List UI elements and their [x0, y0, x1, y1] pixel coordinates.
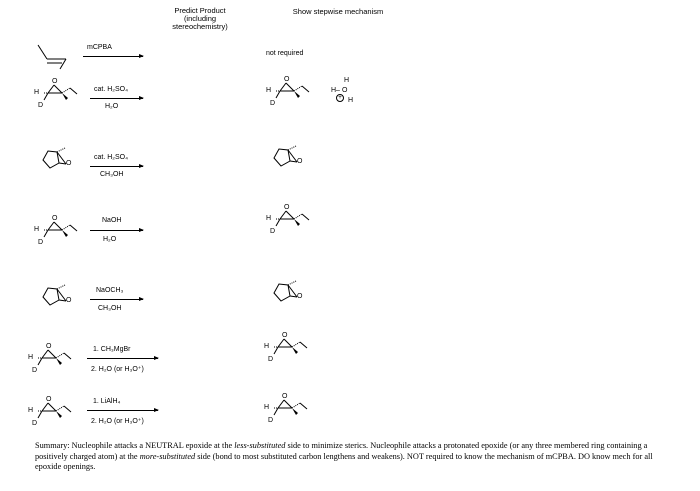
reagent-line2: H₂O [103, 236, 117, 243]
reaction-arrow [90, 299, 143, 300]
reagent-line2: H₂O [105, 103, 119, 110]
reagent-line1: cat. H₂SO₄ [94, 154, 128, 161]
alkene-structure [38, 45, 68, 73]
summary-paragraph: Summary: Nucleophile attacks a NEUTRAL epoxide at the less-substituted side to minimize sterics. Nucleophile attacks a protonated epoxide (or any three membered ring containing a positively charged atom) at the more-substituted side (bond to most substituted carbon lengthens and weakens). NOT required to know the mechanism of mCPBA. DO know mech for all epoxide openings. [35, 441, 653, 471]
header-show-mechanism: Show stepwise mechanism [292, 7, 384, 16]
reagent-line1: cat. H₂SO₄ [94, 86, 128, 93]
reagent-line1: 1. CH₃MgBr [93, 346, 131, 353]
reaction-arrow [83, 56, 143, 57]
reagent-line2: 2. H₂O (or H₃O⁺) [91, 418, 144, 425]
reaction-arrow [90, 230, 143, 231]
reagent-line1: 1. LiAlH₄ [93, 398, 121, 405]
reagent-line1: mCPBA [87, 44, 112, 51]
reaction-arrow [87, 410, 158, 411]
reaction-arrow [90, 166, 143, 167]
reaction-arrow [87, 358, 158, 359]
reagent-line2: 2. H₂O (or H₃O⁺) [91, 366, 144, 373]
reagent-line1: NaOCH₃ [96, 287, 124, 294]
reagent-line2: CH₃OH [100, 171, 124, 178]
emphasis-more-substituted: more-substituted [139, 451, 196, 461]
reagent-line2: CH₃OH [98, 305, 122, 312]
reaction-arrow [90, 98, 143, 99]
emphasis-less-substituted: less-substituted [234, 441, 286, 450]
reagent-line1: NaOH [102, 217, 122, 224]
not-required-note: not required [266, 50, 304, 57]
header-predict-product: Predict Product (including stereochemistry) [172, 6, 228, 31]
